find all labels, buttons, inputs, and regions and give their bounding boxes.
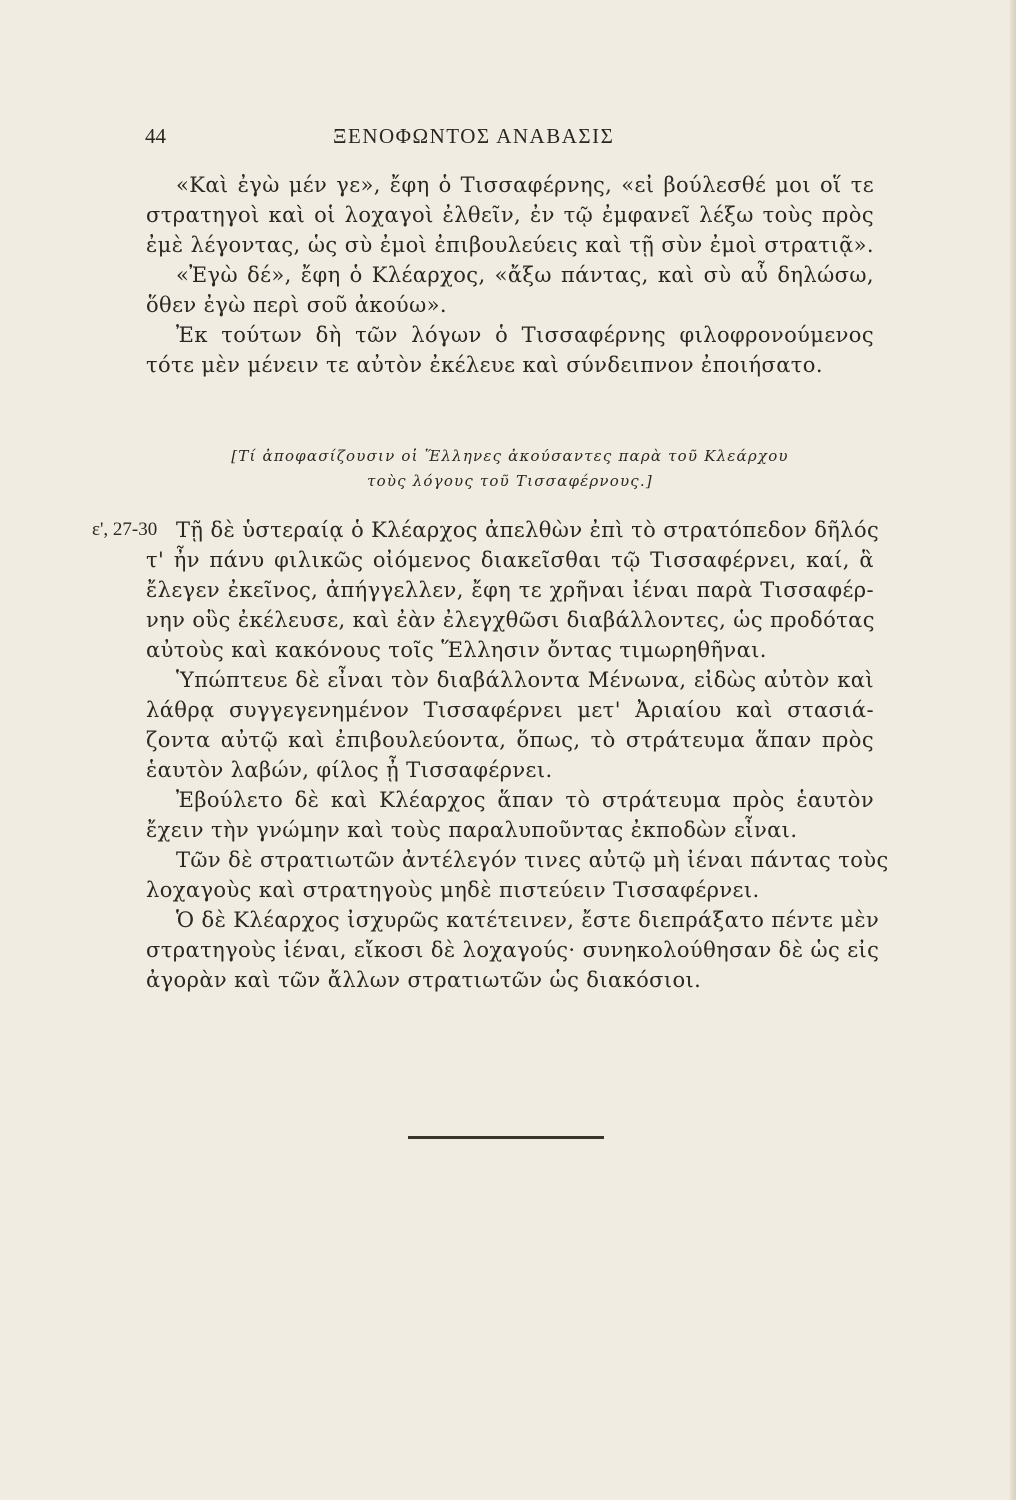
text-line: Ὁ δὲ Κλέαρχος ἰσχυρῶς κατέτεινεν, ἔστε διεπράξατο πέντε μὲν: [176, 908, 880, 932]
text-line: νην οὓς ἐκέλευσε, καὶ ἐὰν ἐλεγχθῶσι διαβάλλοντες, ὡς προδότας: [146, 608, 875, 632]
text-line: στρατηγοὶ καὶ οἱ λοχαγοὶ ἐλθεῖν, ἐν τῷ ἐμφανεῖ λέξω τοὺς πρὸς: [146, 203, 874, 227]
end-rule-divider: [408, 1136, 604, 1139]
text-line: λάθρᾳ συγγεγενημένον Τισσαφέρνει μετ' Ἀριαίου καὶ στασιά-: [146, 698, 874, 722]
margin-reference: ε', 27-30: [92, 519, 158, 540]
section-heading-line: τοὺς λόγους τοῦ Τισσαφέρνους.]: [367, 472, 653, 490]
section-heading: [146, 444, 874, 494]
text-line: Τῶν δὲ στρατιωτῶν ἀντέλεγόν τινες αὐτῷ μὴ ἰέναι πάντας τοὺς: [176, 848, 889, 872]
text-line: «Ἐγὼ δέ», ἔφη ὁ Κλέαρχος, «ἄξω πάντας, καὶ σὺ αὖ δηλώσω,: [176, 263, 874, 287]
text-line: στρατηγοὺς ἰέναι, εἴκοσι δὲ λοχαγούς· συνηκολούθησαν δὲ ὡς εἰς: [146, 938, 880, 962]
text-line: Τῇ δὲ ὑστεραίᾳ ὁ Κλέαρχος ἀπελθὼν ἐπὶ τὸ στρατόπεδον δῆλός: [176, 518, 880, 542]
text-line: λοχαγοὺς καὶ στρατηγοὺς μηδὲ πιστεύειν Τισσαφέρνει.: [146, 878, 760, 902]
text-line: ἑαυτὸν λαβών, φίλος ᾖ Τισσαφέρνει.: [146, 758, 553, 782]
page-number: 44: [145, 124, 166, 148]
text-line: αὐτοὺς καὶ κακόνους τοῖς Ἕλλησιν ὄντας τιμωρηθῆναι.: [146, 638, 767, 662]
text-line: τ' ἦν πάνυ φιλικῶς οἰόμενος διακεῖσθαι τῷ Τισσαφέρνει, καί, ἃ: [146, 548, 874, 572]
text-line: ἔλεγεν ἐκεῖνος, ἀπήγγελλεν, ἔφη τε χρῆναι ἰέναι παρὰ Τισσαφέρ-: [146, 578, 874, 602]
text-line: Ὑπώπτευε δὲ εἶναι τὸν διαβάλλοντα Μένωνα, εἰδὼς αὐτὸν καὶ: [176, 668, 874, 692]
text-line: τότε μὲν μένειν τε αὐτὸν ἐκέλευε καὶ σύνδειπνον ἐποιήσατο.: [146, 353, 823, 377]
page-edge-shadow: [1010, 0, 1016, 1500]
paragraph-block-main: [146, 515, 889, 995]
text-line: ζοντα αὐτῷ καὶ ἐπιβουλεύοντα, ὅπως, τὸ στράτευμα ἅπαν πρὸς: [146, 728, 874, 752]
text-line: Ἐβούλετο δὲ καὶ Κλέαρχος ἅπαν τὸ στράτευμα πρὸς ἑαυτὸν: [176, 788, 874, 812]
running-title: ΞΕΝΟΦΩΝΤΟΣ ΑΝΑΒΑΣΙΣ: [333, 124, 615, 148]
text-line: ἀγορὰν καὶ τῶν ἄλλων στρατιωτῶν ὡς διακόσιοι.: [146, 968, 702, 992]
section-heading-line: [Τί ἀποφασίζουσιν οἱ Ἕλληνες ἀκούσαντες παρὰ τοῦ Κλεάρχου: [231, 447, 789, 465]
text-line: «Καὶ ἐγὼ μέν γε», ἔφη ὁ Τισσαφέρνης, «εἰ βούλεσθέ μοι οἵ τε: [176, 173, 874, 197]
text-line: Ἐκ τούτων δὴ τῶν λόγων ὁ Τισσαφέρνης φιλοφρονούμενος: [176, 323, 874, 347]
paragraph-block-top: [146, 170, 874, 380]
text-line: ὅθεν ἐγὼ περὶ σοῦ ἀκούω».: [146, 293, 447, 317]
text-line: ἐμὲ λέγοντας, ὡς σὺ ἐμοὶ ἐπιβουλεύεις καὶ τῇ σὺν ἐμοὶ στρατιᾷ».: [146, 233, 874, 257]
text-line: ἔχειν τὴν γνώμην καὶ τοὺς παραλυποῦντας ἐκποδὼν εἶναι.: [146, 818, 798, 842]
